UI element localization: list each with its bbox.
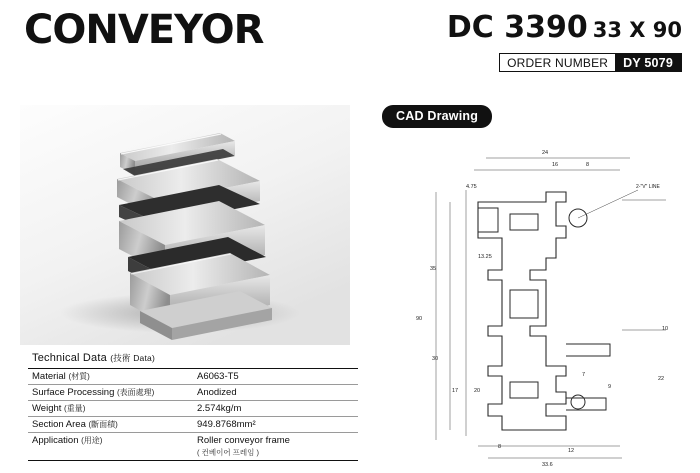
dim-label: 35 [430, 266, 437, 272]
dim-label: 22 [658, 376, 665, 382]
dim-label: 7 [582, 372, 586, 378]
row-key [32, 419, 197, 430]
dim-label: 8 [586, 162, 590, 168]
page-title: CONVEYOR [24, 7, 264, 53]
cad-drawing-svg [370, 130, 695, 470]
technical-data-title-text: Technical Data [32, 352, 107, 364]
row-key [32, 371, 197, 382]
row-value-text: Anodized [197, 387, 237, 398]
cad-drawing [370, 130, 695, 470]
row-value [197, 387, 358, 398]
row-value-text: 949.8768mm² [197, 419, 256, 430]
model-code: DC 3390 [446, 10, 588, 45]
row-key [32, 435, 197, 446]
row-key-text: Section Area [32, 419, 86, 430]
order-number-badge [499, 53, 682, 72]
row-key-text: Surface Processing [32, 387, 115, 398]
dim-label: 9 [608, 384, 612, 390]
row-value [197, 403, 358, 414]
row-key-jp: (重量) [64, 404, 86, 413]
technical-data-title [28, 352, 358, 369]
table-row [28, 369, 358, 385]
row-key [32, 387, 197, 398]
dim-label: 8 [498, 444, 502, 450]
row-key [32, 403, 197, 414]
dim-label: 30 [432, 356, 439, 362]
dim-label: 12 [568, 448, 575, 454]
technical-data-title-jp: (技術 Data) [110, 353, 155, 363]
table-row [28, 417, 358, 433]
row-key-jp: (用途) [81, 436, 103, 445]
table-row [28, 401, 358, 417]
order-number-value: DY 5079 [615, 54, 681, 71]
dim-label: 33.6 [542, 462, 553, 468]
row-key-jp: (表面處理) [117, 388, 155, 397]
cad-note: 2-"V" LINE [636, 184, 660, 190]
cad-drawing-label: CAD Drawing [382, 105, 492, 128]
table-row [28, 433, 358, 461]
row-value-sub: ( 컨베이어 프레임 ) [197, 448, 259, 457]
row-key-jp: (斷面積) [88, 420, 118, 429]
order-number-label: ORDER NUMBER [500, 54, 615, 71]
dim-label: 24 [542, 150, 549, 156]
row-key-jp: (材質) [68, 372, 90, 381]
row-value-text: 2.574kg/m [197, 403, 242, 414]
dim-label: 10 [662, 326, 669, 332]
dim-label: 16 [552, 162, 559, 168]
row-key-text: Material [32, 371, 66, 382]
row-key-text: Application [32, 435, 79, 446]
model-size: 33 X 90 [592, 18, 682, 42]
row-value [197, 435, 358, 458]
dim-label: 20 [474, 388, 481, 394]
product-photo [20, 105, 350, 345]
row-value-text: Roller conveyor frame [197, 435, 290, 446]
dim-label: 90 [416, 316, 423, 322]
dim-label: 17 [452, 388, 459, 394]
dim-label: 4.75 [466, 184, 477, 190]
dim-label: 13.25 [478, 254, 492, 260]
row-value-text: A6063-T5 [197, 371, 239, 382]
product-photo-illustration [20, 105, 350, 345]
technical-data-table [28, 352, 358, 461]
row-value [197, 419, 358, 430]
row-key-text: Weight [32, 403, 62, 414]
row-value [197, 371, 358, 382]
table-row [28, 385, 358, 401]
page-header [0, 0, 700, 95]
model-designation [447, 10, 682, 45]
